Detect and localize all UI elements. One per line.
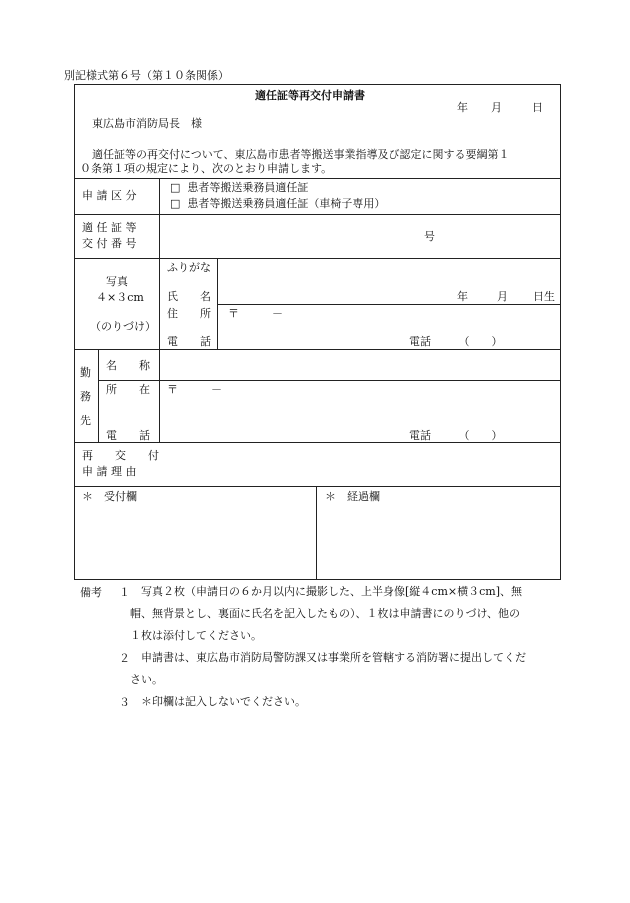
note-2-line-2: さい。 [130,673,163,686]
reception-label: ＊ 受付欄 [82,490,137,503]
date-day: 日 [532,101,543,114]
address-postal[interactable]: 〒 － [228,307,283,320]
checkbox-2[interactable]: □ [170,197,181,210]
furigana-label: ふりがな [167,261,211,274]
birth-day: 日生 [533,290,555,303]
reissue-label-1: 再 交 付 [82,449,159,462]
cert-number-suffix: 号 [424,230,435,243]
option-2[interactable] [170,198,385,209]
workplace-name-field[interactable] [165,352,555,378]
intro-line-1: 適任証等の再交付について、東広島市患者等搬送事業指導及び認定に関する要綱第１ [92,148,510,161]
note-1 [141,581,581,603]
note-1-number: １ [119,586,130,599]
notes-label: 備考 [80,586,102,599]
workplace-name-label: 名 称 [106,359,150,372]
reissue-reason-field[interactable] [165,446,555,482]
photo-label: 写真 [106,275,128,288]
reissue-label-2: 申 請 理 由 [82,465,137,478]
cert-number-label-2: 交 付 番 号 [82,237,137,250]
birth-year: 年 [457,290,468,303]
photo-glue: （のりづけ） [90,320,156,333]
option-1-label: 患者等搬送乗務員適任証 [187,181,309,194]
application-type-label: 申 請 区 分 [82,189,137,202]
date-month: 月 [491,101,502,114]
cert-number-field[interactable] [165,216,415,256]
note-1-line-2: 帽、無背景とし、裏面に氏名を記入したもの）、１枚は申請書にのりづけ、他の [130,607,521,620]
workplace-address-label: 所 在 [106,383,150,396]
address-label: 住 所 [167,307,211,320]
form-number: 別記様式第６号（第１０条関係） [64,69,229,82]
note-2-cont [130,669,570,691]
date-year: 年 [457,101,468,114]
note-2-line-1: 申請書は、東広島市消防局警防課又は事業所を管轄する消防署に提出してくだ [141,651,526,664]
note-1-cont [130,603,570,647]
form-title: 適任証等再交付申請書 [255,89,365,102]
workplace-char-2: 務 [80,390,91,403]
workplace-char-3: 先 [80,414,91,427]
note-3-number: ３ [119,696,130,709]
birth-month: 月 [497,290,508,303]
note-3-line-1: ＊印欄は記入しないでください。 [141,695,306,708]
workplace-postal[interactable]: 〒 － [167,383,222,396]
phone-field[interactable]: 電話 （ ） [409,335,503,348]
intro-line-2: ０条第１項の規定により、次のとおり申請します。 [80,162,333,175]
checkbox-1[interactable]: □ [170,181,181,194]
name-label: 氏 名 [167,290,211,303]
photo-size: ４×３cm [96,291,144,304]
option-1[interactable] [170,182,308,193]
note-2 [141,647,581,669]
note-1-line-1: 写真２枚（申請日の６か月以内に撮影した、上半身像[縦４cm×横３cm]、無 [141,585,522,598]
note-3 [141,691,581,713]
addressee: 東広島市消防局長 様 [92,117,202,130]
phone-label: 電 話 [167,335,211,348]
workplace-phone-field[interactable]: 電話 （ ） [409,429,503,442]
option-2-label: 患者等搬送乗務員適任証（車椅子専用） [187,197,386,210]
note-2-number: ２ [119,652,130,665]
workplace-char-1: 勤 [80,366,91,379]
workplace-phone-label: 電 話 [106,429,150,442]
cert-number-label-1: 適 任 証 等 [82,221,137,234]
note-1-line-3: １枚は添付してください。 [130,629,262,642]
progress-label: ＊ 経過欄 [325,490,380,503]
